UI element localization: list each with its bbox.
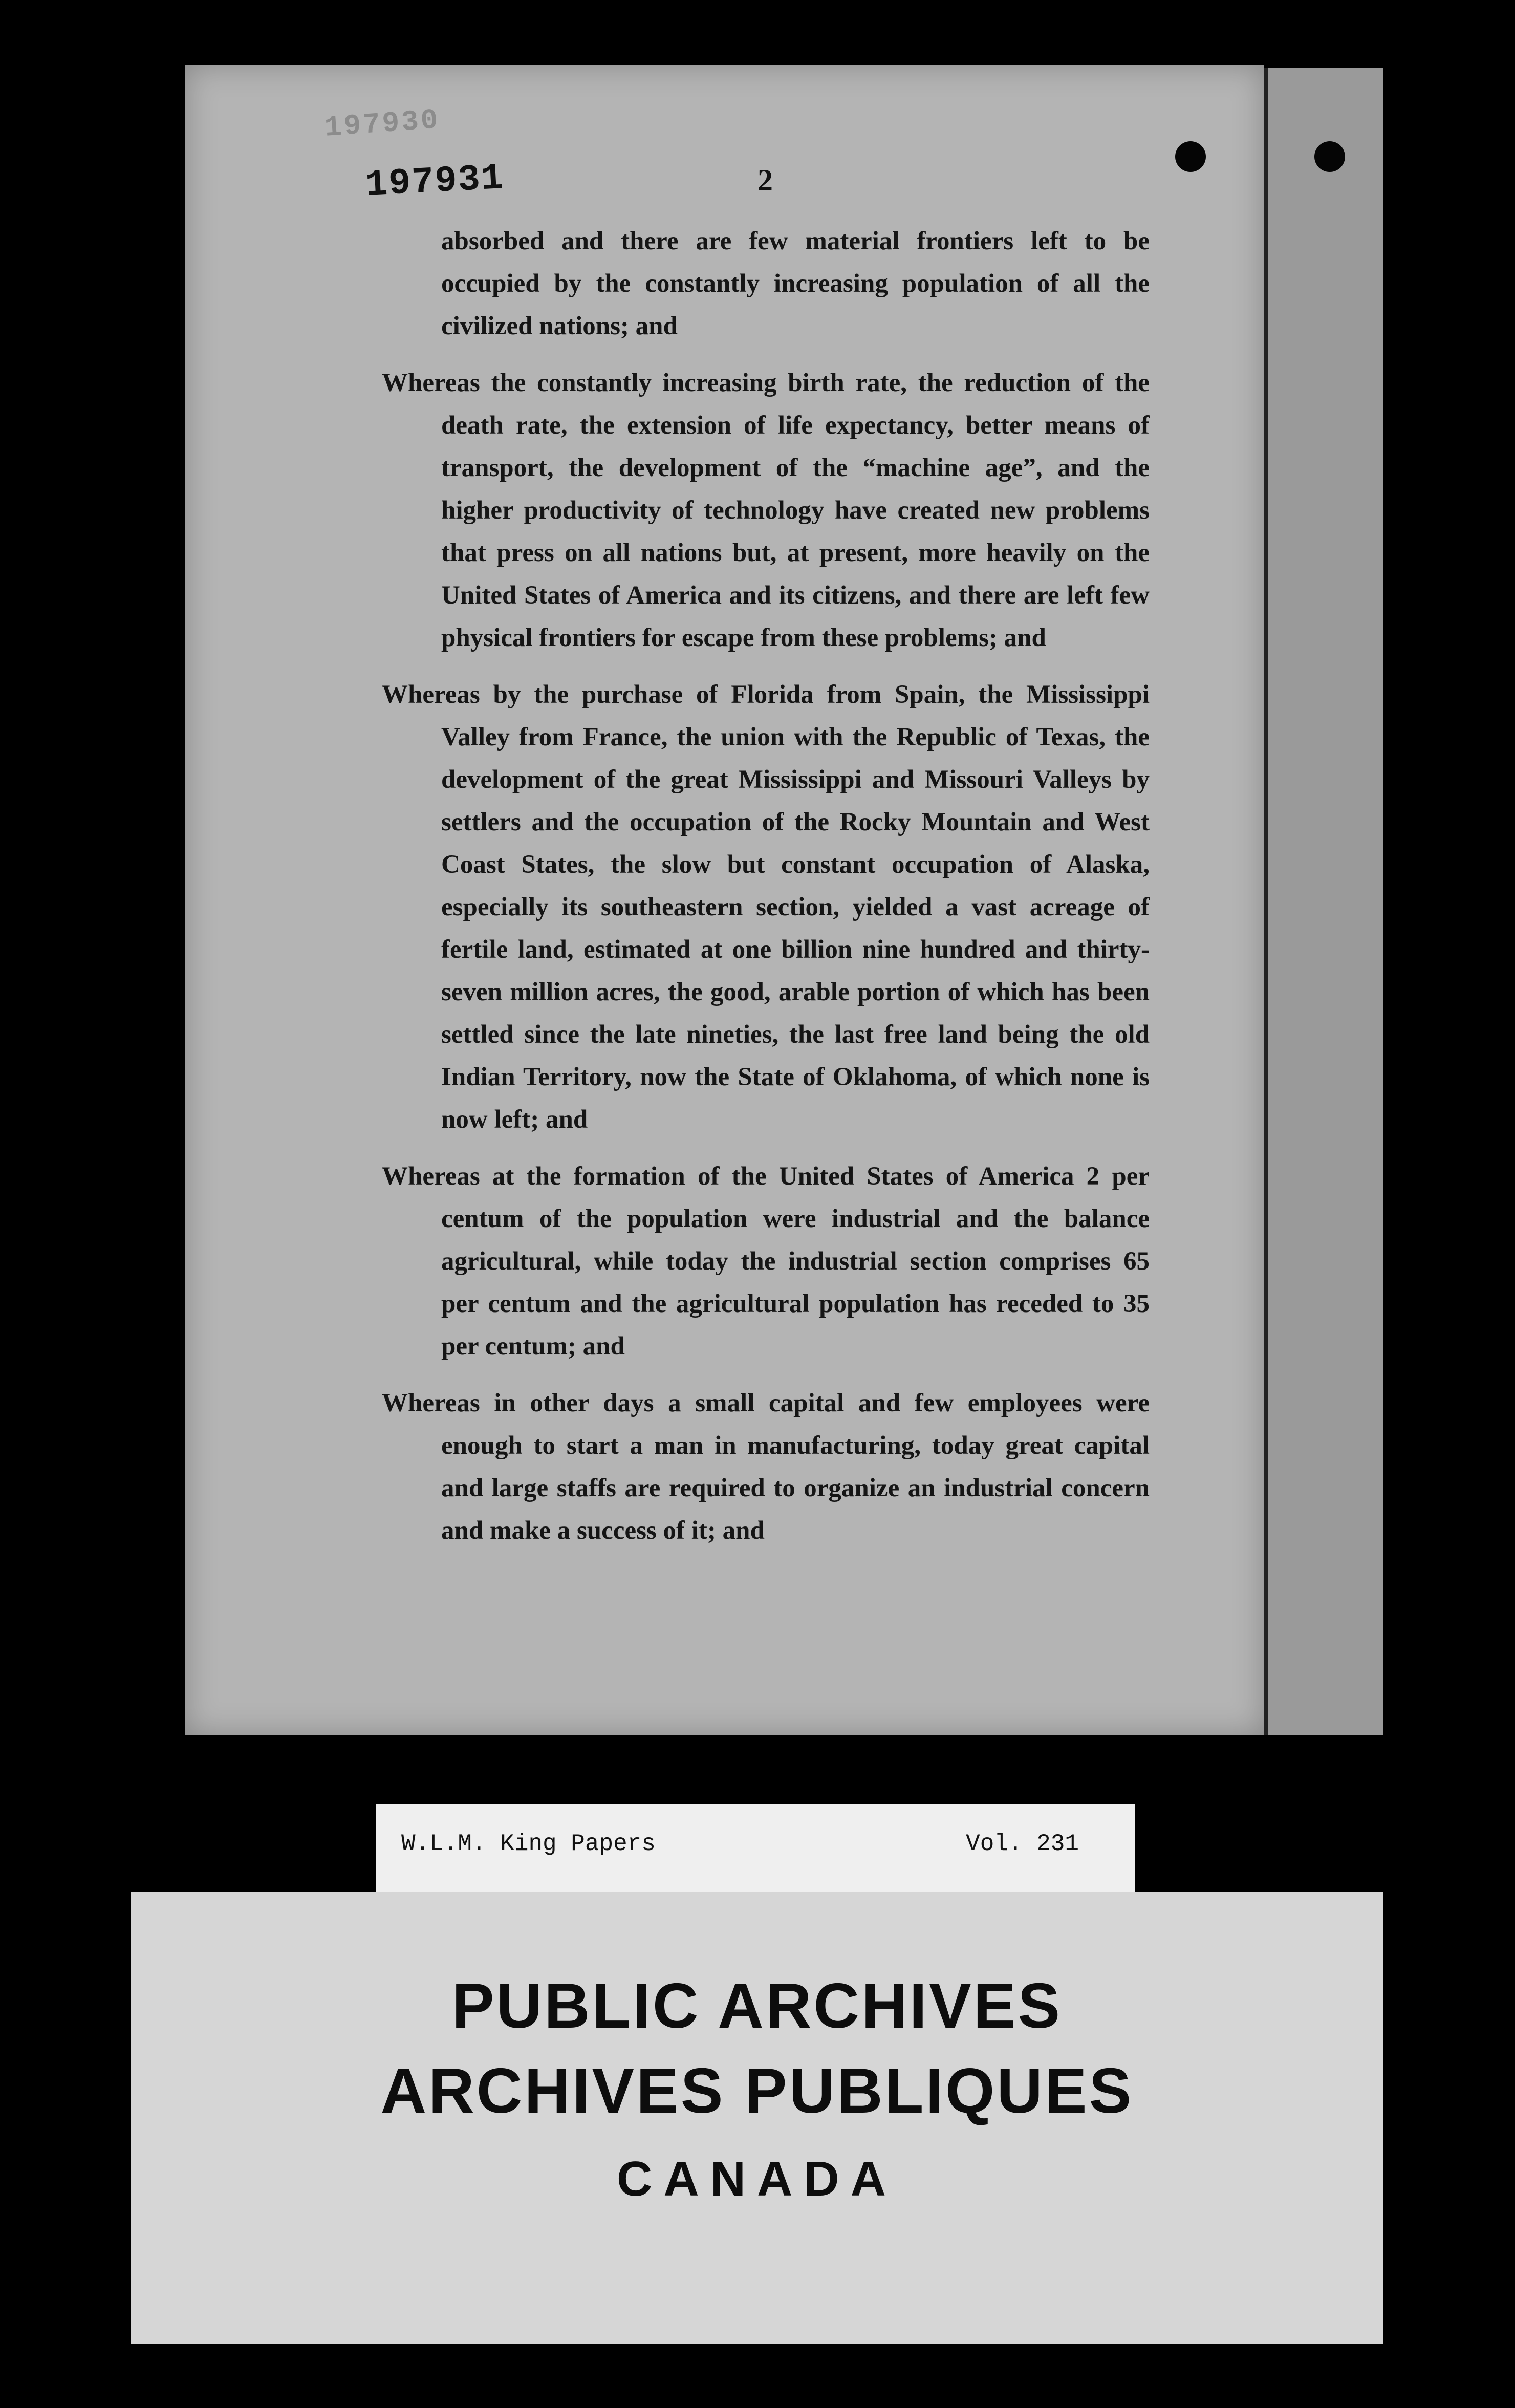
archive-stamp-number: 197931 [364, 157, 506, 207]
archives-card [131, 1892, 1383, 2344]
document-body [382, 220, 1150, 1566]
paragraph-continuation: absorbed and there are few material frontiers left to be occupied by the constantly increasing population of all the civilized nations; and [441, 227, 1150, 340]
archive-title-english: PUBLIC ARCHIVES [451, 1971, 1063, 2041]
faint-archive-stamp: 197930 [323, 103, 441, 144]
collection-name: W.L.M. King Papers [401, 1831, 656, 1857]
collection-label [376, 1804, 1135, 1892]
whereas-clause: Whereas at the formation of the United States of America 2 per centum of the population were industrial and the balance agricultural, while today the industrial section comprises 65 per centum and the agricultural population has receded to 35 per centum; and [382, 1162, 1150, 1361]
archive-title-french: ARCHIVES PUBLIQUES [380, 2056, 1134, 2126]
underlying-sheet-edge [1264, 68, 1383, 1735]
punch-hole [1314, 141, 1345, 172]
archive-country: CANADA [617, 2152, 897, 2206]
punch-hole [1175, 141, 1206, 172]
whereas-clause: Whereas by the purchase of Florida from Spain, the Mississippi Valley from France, the union with the Republic of Texas, the development of the great Mississippi and Missouri Valleys by settlers and the occupation of the Rocky Mountain and West Coast States, the slow but constant occupation of Alaska, especially its southeastern section, yielded a vast acreage of fertile land, estimated at one billion nine hundred and thirty-seven million acres, the good, arable portion of which has been settled since the late nineties, the last free land being the old Indian Territory, now the State of Oklahoma, of which none is now left; and [382, 680, 1150, 1134]
volume-number: Vol. 231 [966, 1831, 1079, 1857]
whereas-clause: Whereas in other days a small capital and few employees were enough to start a man in manufacturing, today great capital and large staffs are required to organize an industrial concern and make a success of it; and [382, 1389, 1150, 1545]
page-number: 2 [758, 163, 773, 197]
whereas-clause: Whereas the constantly increasing birth rate, the reduction of the death rate, the extension of life expectancy, better means of transport, the development of the “machine age”, and the higher productivity of technology have created new problems that press on all nations but, at present, more heavily on the United States of America and its citizens, and there are left few physical frontiers for escape from these problems; and [382, 369, 1150, 652]
